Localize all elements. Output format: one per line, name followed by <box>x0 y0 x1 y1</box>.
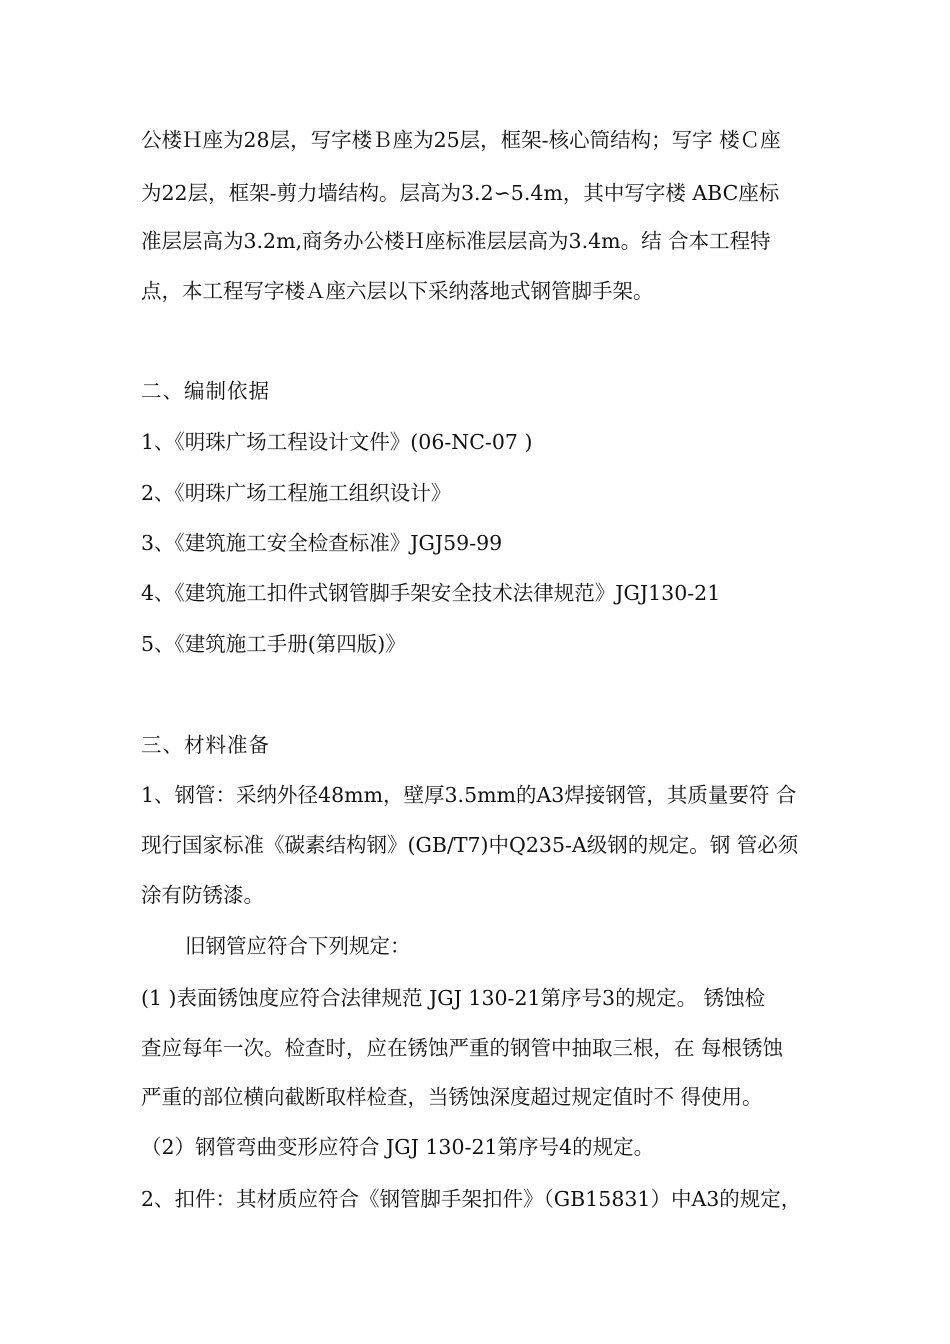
rule-1-line-1: (1 )表面锈蚀度应符合法律规范 JGJ 130-21第序号3的规定。 锈蚀检 <box>141 986 766 1010</box>
steel-pipe-line-1: 1、钢管：采纳外径48mm，壁厚3.5mm的A3焊接钢管，其质量要符 合 <box>141 783 797 807</box>
intro-line-2: 为22层，框架-剪力墙结构。层高为3.2∽5.4m，其中写字楼 ABC座标 <box>141 181 780 205</box>
intro-line-4: 点，本工程写字楼Ａ座六层以下采纳落地式钢管脚手架。 <box>141 279 654 303</box>
rule-1-line-3: 严重的部位横向截断取样检查，当锈蚀深度超过规定值时不 得使用。 <box>141 1085 763 1109</box>
reference-item-2: 2、《明珠广场工程施工组织设计》 <box>141 481 452 505</box>
section-3-heading: 三、材料准备 <box>141 733 270 757</box>
reference-item-3: 3、《建筑施工安全检查标准》JGJ59-99 <box>141 531 503 555</box>
intro-line-1: 公楼Ｈ座为28层，写字楼Ｂ座为25层，框架-核心筒结构；写字 楼Ｃ座 <box>141 128 781 152</box>
steel-pipe-line-3: 涂有防锈漆。 <box>141 883 264 907</box>
steel-pipe-line-2: 现行国家标准《碳素结构钢》(GB/T7)中Q235-A级钢的规定。钢 管必须 <box>141 833 799 857</box>
fastener-line: 2、扣件：其材质应符合《钢管脚手架扣件》（GB15831）中A3的规定， <box>141 1187 802 1211</box>
reference-item-4: 4、《建筑施工扣件式钢管脚手架安全技术法律规范》JGJ130-21 <box>141 581 721 605</box>
rule-1-line-2: 查应每年一次。检查时，应在锈蚀严重的钢管中抽取三根，在 每根锈蚀 <box>141 1036 784 1060</box>
intro-line-3: 准层层高为3.2m,商务办公楼Ｈ座标准层层高为3.4m。结 合本工程特 <box>141 229 771 253</box>
reference-item-1: 1、《明珠广场工程设计文件》(06-NC-07 ) <box>141 430 533 454</box>
section-2-heading: 二、编制依据 <box>141 379 270 403</box>
rule-2-line: （2）钢管弯曲变形应符合 JGJ 130-21第序号4的规定。 <box>141 1135 655 1159</box>
old-pipe-intro: 旧钢管应符合下列规定： <box>185 934 411 958</box>
reference-item-5: 5、《建筑施工手册(第四版)》 <box>141 632 406 656</box>
